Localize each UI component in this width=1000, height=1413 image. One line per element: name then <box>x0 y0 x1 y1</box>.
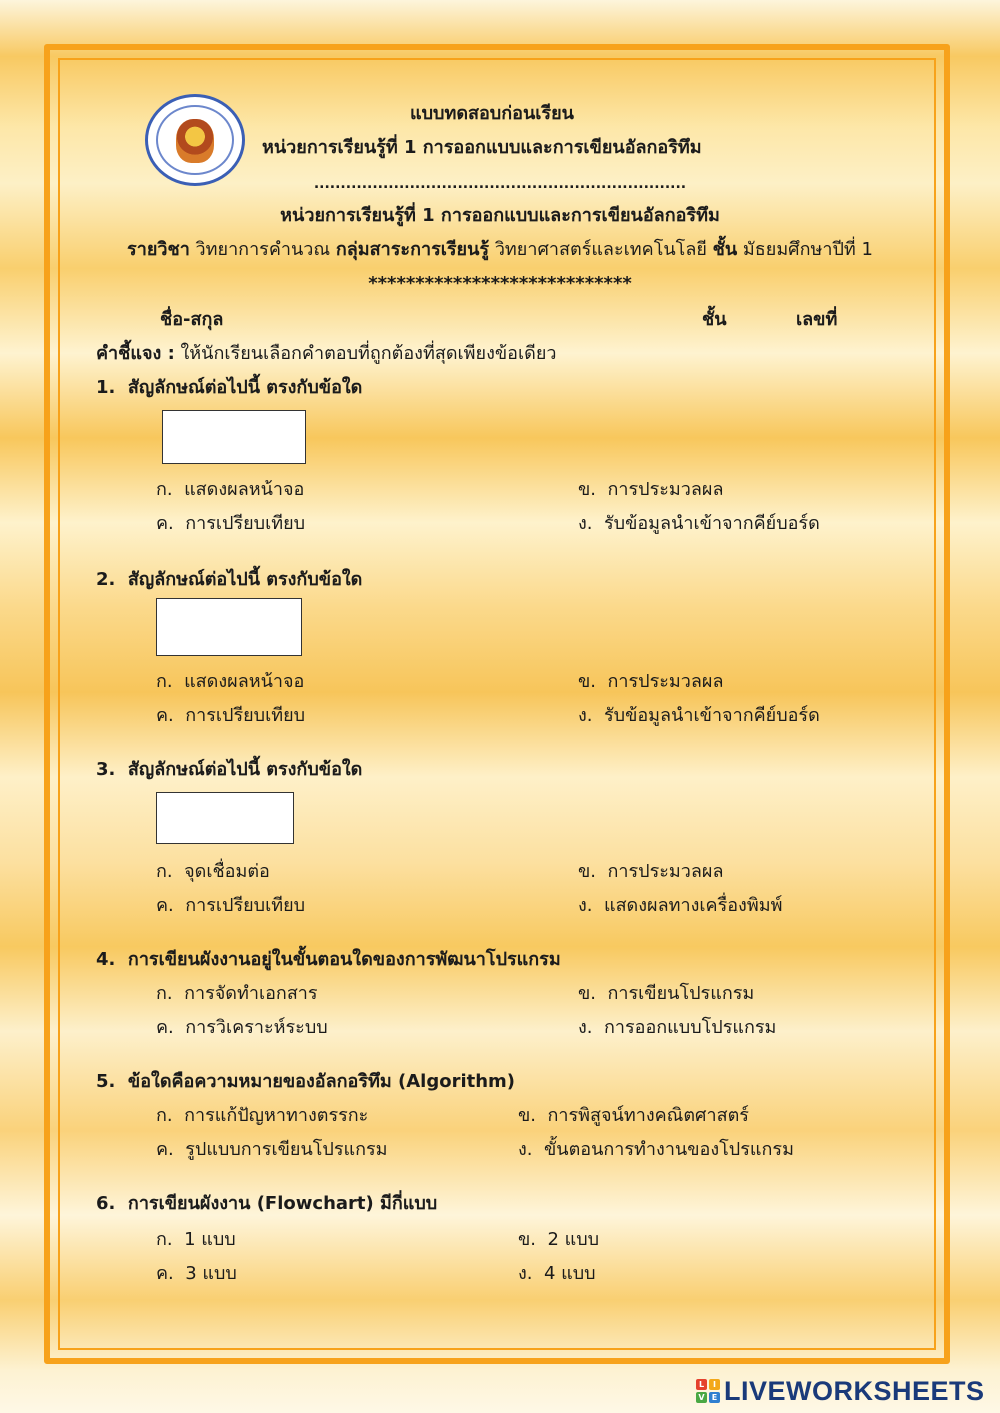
question-text: การเขียนผังงานอยู่ในขั้นตอนใดของการพัฒนาโปรแกรม <box>127 949 561 970</box>
question-number: 4. <box>96 949 116 970</box>
subject-value: วิทยาการคำนวณ <box>195 239 331 260</box>
choice-6-b[interactable]: ข. 2 แบบ <box>518 1229 600 1250</box>
choice-2-d[interactable]: ง. รับข้อมูลนำเข้าจากคีย์บอร์ด <box>578 705 820 726</box>
question-text: สัญลักษณ์ต่อไปนี้ ตรงกับข้อใด <box>127 759 363 780</box>
choice-3-b[interactable]: ข. การประมวลผล <box>578 861 724 882</box>
choice-4-b[interactable]: ข. การเขียนโปรแกรม <box>578 983 755 1004</box>
number-label: เลขที่ <box>796 309 838 330</box>
dotted-line: ...................................................................... <box>313 176 687 192</box>
group-value: วิทยาศาสตร์และเทคโนโลยี <box>494 239 707 260</box>
grade-label: ชั้น <box>712 239 738 260</box>
instruction <box>96 342 556 366</box>
question-text: ข้อใดคือความหมายของอัลกอริทึม (Algorithm) <box>127 1071 516 1092</box>
question-number: 3. <box>96 759 116 780</box>
choice-6-a[interactable]: ก. 1 แบบ <box>156 1229 236 1250</box>
logo-emblem-icon <box>176 119 214 163</box>
choice-5-d[interactable]: ง. ขั้นตอนการทำงานของโปรแกรม <box>518 1139 794 1160</box>
liveworksheets-wordmark: LIVEWORKSHEETS <box>724 1375 985 1406</box>
group-label: กลุ่มสาระการเรียนรู้ <box>335 239 490 260</box>
choice-6-c[interactable]: ค. 3 แบบ <box>156 1263 237 1284</box>
choice-1-d[interactable]: ง. รับข้อมูลนำเข้าจากคีย์บอร์ด <box>578 513 820 534</box>
flowchart-symbol-3 <box>156 792 294 844</box>
question-6 <box>96 1192 437 1216</box>
choice-4-c[interactable]: ค. การวิเคราะห์ระบบ <box>156 1017 328 1038</box>
question-3 <box>96 758 362 782</box>
title-line-2: หน่วยการเรียนรู้ที่ 1 การออกแบบและการเขียนอัลกอริทึม <box>262 137 702 158</box>
flowchart-symbol-2 <box>156 598 302 656</box>
choice-3-c[interactable]: ค. การเปรียบเทียบ <box>156 895 306 916</box>
question-text: การเขียนผังงาน (Flowchart) มีกี่แบบ <box>127 1193 438 1214</box>
liveworksheets-logo[interactable] <box>696 1376 985 1406</box>
question-5 <box>96 1070 515 1094</box>
question-text: สัญลักษณ์ต่อไปนี้ ตรงกับข้อใด <box>127 569 363 590</box>
subject-line <box>0 238 1000 262</box>
choice-6-d[interactable]: ง. 4 แบบ <box>518 1263 596 1284</box>
choice-1-b[interactable]: ข. การประมวลผล <box>578 479 724 500</box>
choice-1-a[interactable]: ก. แสดงผลหน้าจอ <box>156 479 305 500</box>
choice-2-b[interactable]: ข. การประมวลผล <box>578 671 724 692</box>
question-number: 6. <box>96 1193 116 1214</box>
choice-5-a[interactable]: ก. การแก้ปัญหาทางตรรกะ <box>156 1105 369 1126</box>
choice-3-a[interactable]: ก. จุดเชื่อมต่อ <box>156 861 270 882</box>
stars-divider: **************************** <box>368 273 632 294</box>
question-1 <box>96 376 362 400</box>
flowchart-symbol-1 <box>162 410 306 464</box>
unit-title: หน่วยการเรียนรู้ที่ 1 การออกแบบและการเขียนอัลกอริทึม <box>280 205 720 226</box>
question-number: 1. <box>96 377 116 398</box>
subject-label: รายวิชา <box>127 239 190 260</box>
title-line-1: แบบทดสอบก่อนเรียน <box>410 103 574 124</box>
choice-4-a[interactable]: ก. การจัดทำเอกสาร <box>156 983 318 1004</box>
question-text: สัญลักษณ์ต่อไปนี้ ตรงกับข้อใด <box>127 377 363 398</box>
choice-5-c[interactable]: ค. รูปแบบการเขียนโปรแกรม <box>156 1139 388 1160</box>
question-2 <box>96 568 362 592</box>
instruction-text: ให้นักเรียนเลือกคำตอบที่ถูกต้องที่สุดเพียงข้อเดียว <box>180 343 557 364</box>
grade-value: มัธยมศึกษาปีที่ 1 <box>742 239 873 260</box>
class-label: ชั้น <box>702 309 727 330</box>
liveworksheets-mark-icon: L I V E <box>696 1379 720 1403</box>
question-4 <box>96 948 561 972</box>
choice-2-a[interactable]: ก. แสดงผลหน้าจอ <box>156 671 305 692</box>
name-label: ชื่อ-สกุล <box>160 309 224 330</box>
choice-4-d[interactable]: ง. การออกแบบโปรแกรม <box>578 1017 777 1038</box>
choice-5-b[interactable]: ข. การพิสูจน์ทางคณิตศาสตร์ <box>518 1105 749 1126</box>
question-number: 2. <box>96 569 116 590</box>
question-number: 5. <box>96 1071 116 1092</box>
choice-3-d[interactable]: ง. แสดงผลทางเครื่องพิมพ์ <box>578 895 783 916</box>
choice-1-c[interactable]: ค. การเปรียบเทียบ <box>156 513 306 534</box>
choice-2-c[interactable]: ค. การเปรียบเทียบ <box>156 705 306 726</box>
instruction-label: คำชี้แจง : <box>96 343 175 364</box>
